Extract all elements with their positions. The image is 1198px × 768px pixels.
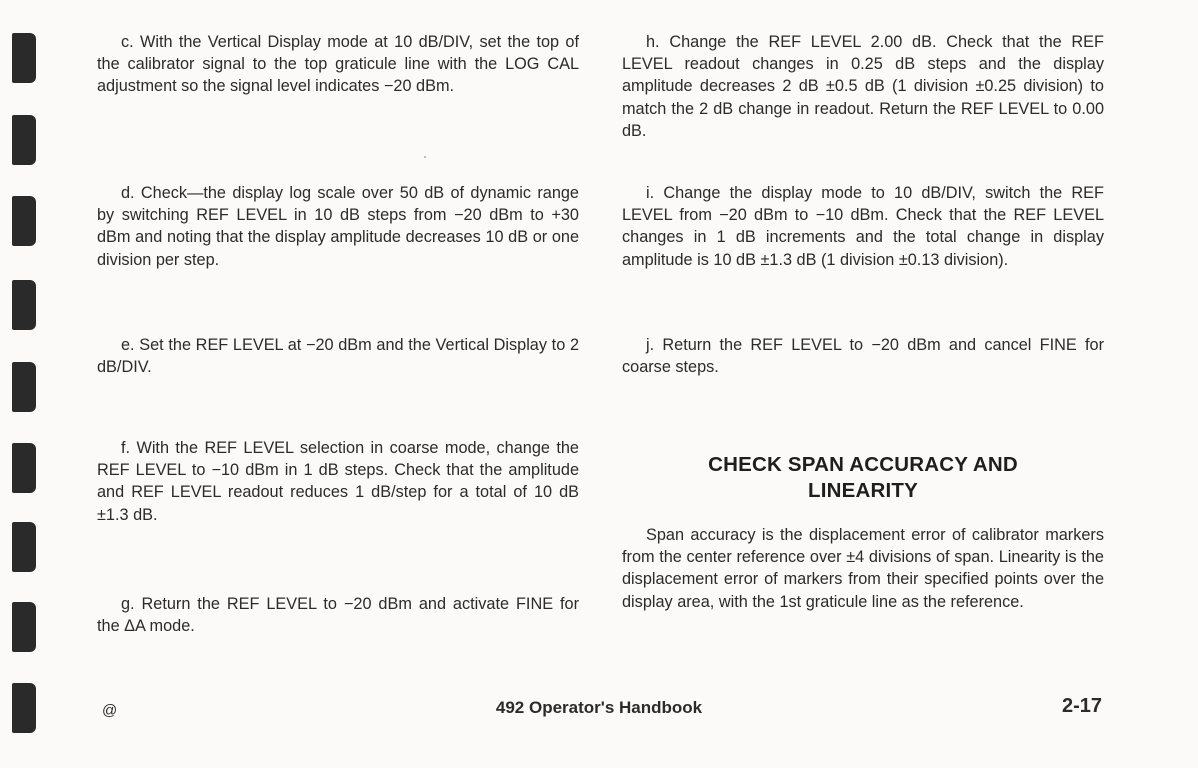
right-column — [622, 0, 1104, 700]
binding-hole-3 — [12, 196, 36, 246]
footer-symbol: @ — [102, 702, 118, 719]
step-f: f. With the REF LEVEL selection in coarse mode, change the REF LEVEL to −10 dBm in 1 dB steps. Check that the amplitude and REF LEVEL readout reduces 1 dB/step for a total of 10 dB ±1.3 dB. — [97, 439, 579, 524]
step-h: h. Change the REF LEVEL 2.00 dB. Check that the REF LEVEL readout changes in 0.25 dB steps and the display amplitude decreases 2 dB ±0.5 dB (1 division ±0.25 division) to match the 2 dB change in readout. Return the REF LEVEL to 0.00 dB. — [622, 33, 1104, 140]
section-heading-line-1: CHECK SPAN ACCURACY AND — [708, 453, 1018, 476]
step-i: i. Change the display mode to 10 dB/DIV, switch the REF LEVEL from −20 dBm to −10 dBm. Check that the REF LEVEL changes in 1 dB increments and the total change in display amplitude is 10 dB ±1.3 dB (1 division ±0.13 division). — [622, 184, 1104, 269]
step-c: c. With the Vertical Display mode at 10 dB/DIV, set the top of the calibrator signal to the top graticule line with the LOG CAL adjustment so the signal level indicates −20 dBm. — [97, 33, 579, 96]
binding-hole-5 — [12, 362, 36, 412]
step-d: d. Check—the display log scale over 50 dB of dynamic range by switching REF LEVEL in 10 dB steps from −20 dBm to +30 dBm and noting that the display amplitude decreases 10 dB or one division per step. — [97, 184, 579, 269]
step-j: j. Return the REF LEVEL to −20 dBm and cancel FINE for coarse steps. — [622, 336, 1104, 377]
span-accuracy-paragraph: Span accuracy is the displacement error of calibrator markers from the center reference over ±4 divisions of span. Linearity is the displacement error of markers from their specified points over the display area, with the 1st graticule line as the reference. — [622, 526, 1104, 611]
binding-hole-6 — [12, 443, 36, 493]
left-column — [97, 0, 579, 700]
binding-hole-7 — [12, 522, 36, 572]
step-e: e. Set the REF LEVEL at −20 dBm and the Vertical Display to 2 dB/DIV. — [97, 336, 579, 377]
section-heading-line-2: LINEARITY — [808, 479, 918, 502]
binding-hole-8 — [12, 602, 36, 652]
step-g: g. Return the REF LEVEL to −20 dBm and activate FINE for the ΔA mode. — [97, 595, 579, 636]
binding-hole-1 — [12, 33, 36, 83]
binding-hole-4 — [12, 280, 36, 330]
binding-hole-2 — [12, 115, 36, 165]
footer-title: 492 Operator's Handbook — [495, 698, 703, 717]
page-number: 2-17 — [1062, 695, 1103, 717]
